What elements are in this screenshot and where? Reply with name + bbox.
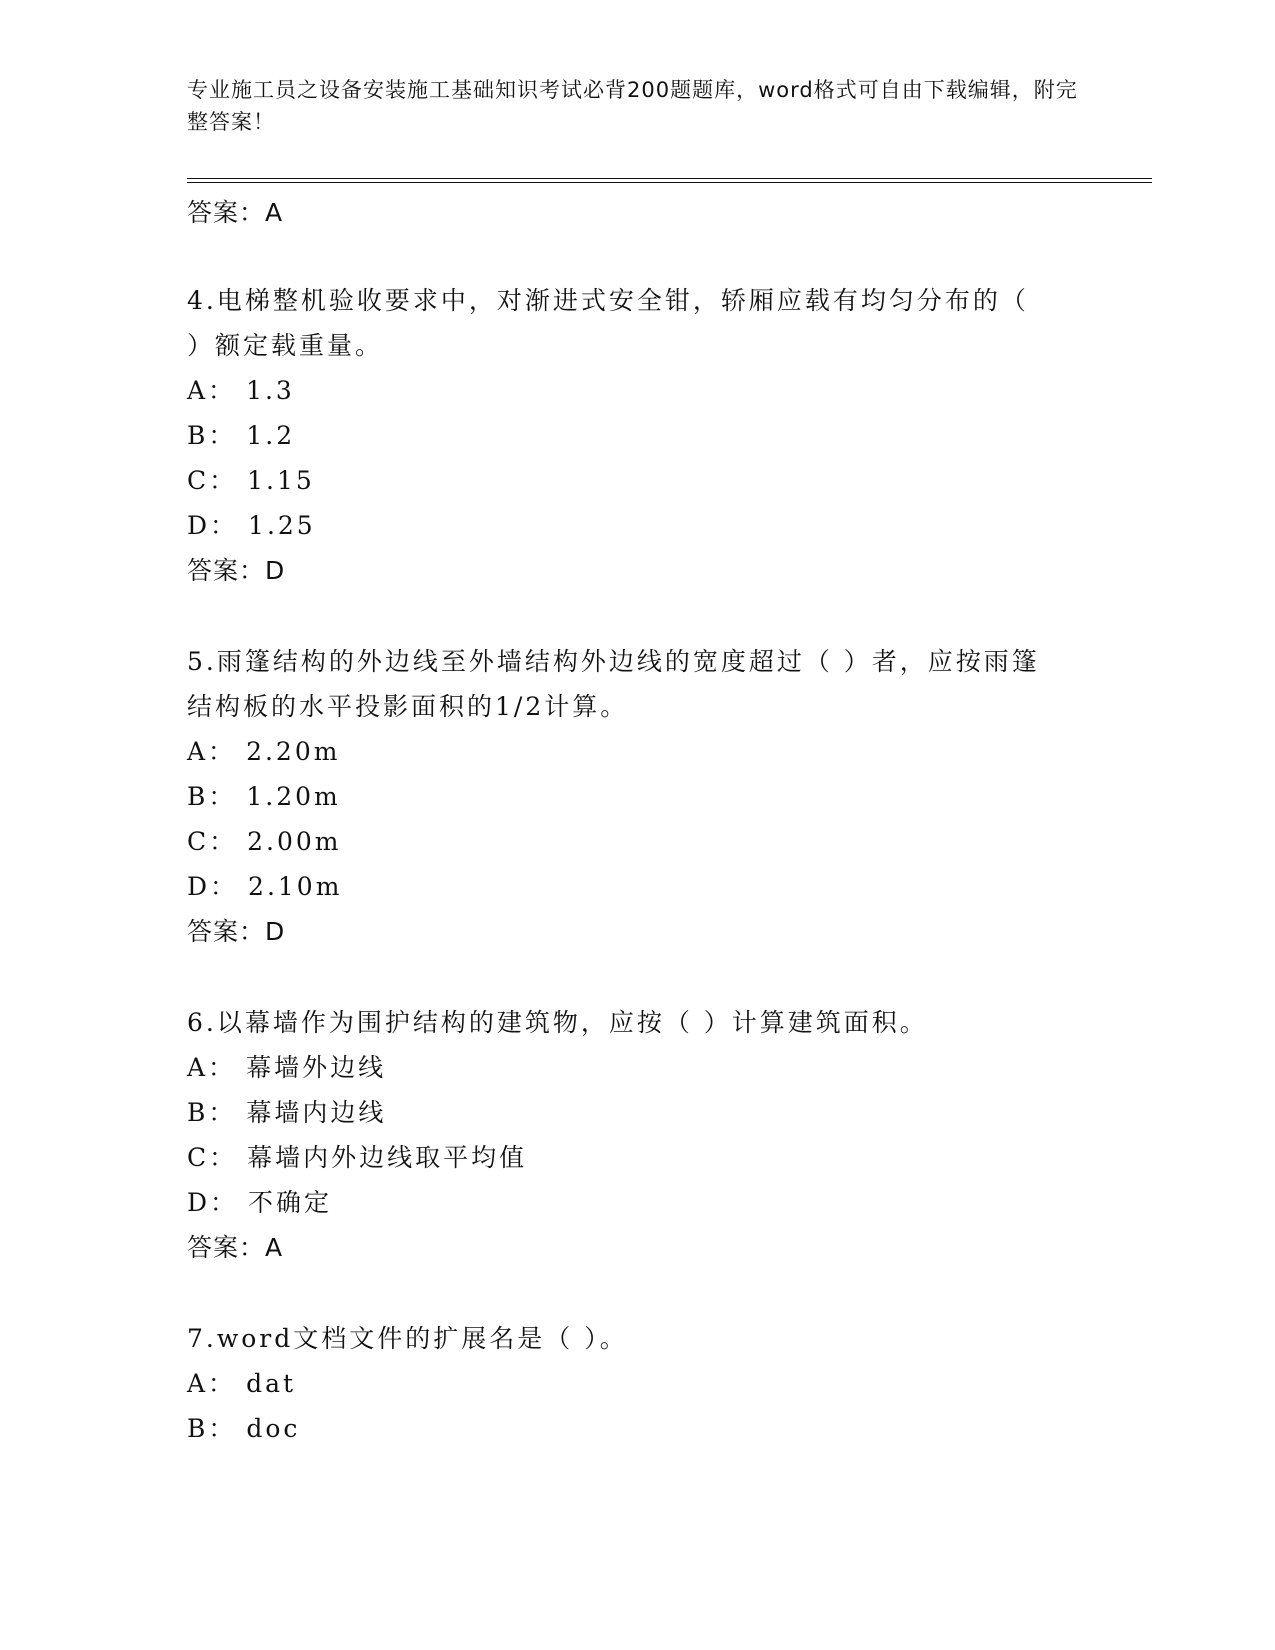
option-text: 1.2 [246,421,296,450]
answer-4: 答案：D [187,556,286,585]
question-7-option-a [187,1364,296,1400]
option-text: 1.20m [246,782,341,811]
question-5-option-a [187,732,340,768]
header-title: 专业施工员之设备安装施工基础知识考试必背200题题库，word格式可自由下载编辑，附完整答案！ [187,78,1078,134]
question-7-line-1: 7.word文档文件的扩展名是（ ）。 [187,1324,628,1353]
question-7-option-b [187,1409,300,1445]
option-letter: D： [187,1188,239,1217]
question-6-option-c [187,1138,527,1174]
question-6-option-b [187,1093,386,1129]
option-text: 2.10m [248,872,343,901]
answer-3: 答案：A [187,198,284,227]
option-text: 2.00m [247,827,342,856]
option-letter: D： [187,872,239,901]
question-5-line-1: 5.雨篷结构的外边线至外墙结构外边线的宽度超过（ ）者，应按雨篷 [187,647,1040,676]
option-letter: A： [187,1369,237,1398]
question-5-option-c [187,822,342,858]
question-4-option-b [187,416,295,452]
question-4-option-a [187,371,295,407]
option-letter: C： [187,827,238,856]
option-letter: C： [187,466,238,495]
header-rule-bottom [187,182,1152,183]
option-text: 2.20m [246,737,341,766]
answer-5: 答案：D [187,917,286,946]
option-text: 幕墙外边线 [246,1053,387,1082]
question-5-line-2: 结构板的水平投影面积的1/2计算。 [187,692,629,721]
option-letter: B： [187,782,237,811]
answer-6: 答案：A [187,1233,284,1262]
option-text: 幕墙内边线 [246,1098,387,1127]
question-6-option-d [187,1183,332,1219]
question-4-option-c [187,461,315,497]
question-5-option-d [187,867,342,903]
option-text: 1.15 [247,466,315,495]
option-text: 1.3 [246,376,295,405]
option-text: 幕墙内外边线取平均值 [247,1143,528,1172]
question-5-option-b [187,777,341,813]
option-letter: D： [187,511,239,540]
option-letter: B： [187,1414,237,1443]
option-text: 1.25 [248,511,316,540]
header-rule-top [187,178,1152,179]
option-letter: B： [187,1098,237,1127]
option-text: 不确定 [248,1188,333,1217]
question-4-option-d [187,506,316,542]
question-6-line-1: 6.以幕墙作为围护结构的建筑物，应按（ ）计算建筑面积。 [187,1008,928,1037]
document-header [187,74,1087,138]
option-letter: A： [187,737,237,766]
question-4-line-1: 4.电梯整机验收要求中，对渐进式安全钳，轿厢应载有均匀分布的（ [187,286,1029,315]
option-letter: A： [187,376,237,405]
option-text: dat [246,1369,297,1398]
option-text: doc [246,1414,301,1443]
question-6-option-a [187,1048,386,1084]
option-letter: B： [187,421,237,450]
question-4-line-2: ）额定载重量。 [187,331,384,360]
option-letter: C： [187,1143,238,1172]
option-letter: A： [187,1053,237,1082]
